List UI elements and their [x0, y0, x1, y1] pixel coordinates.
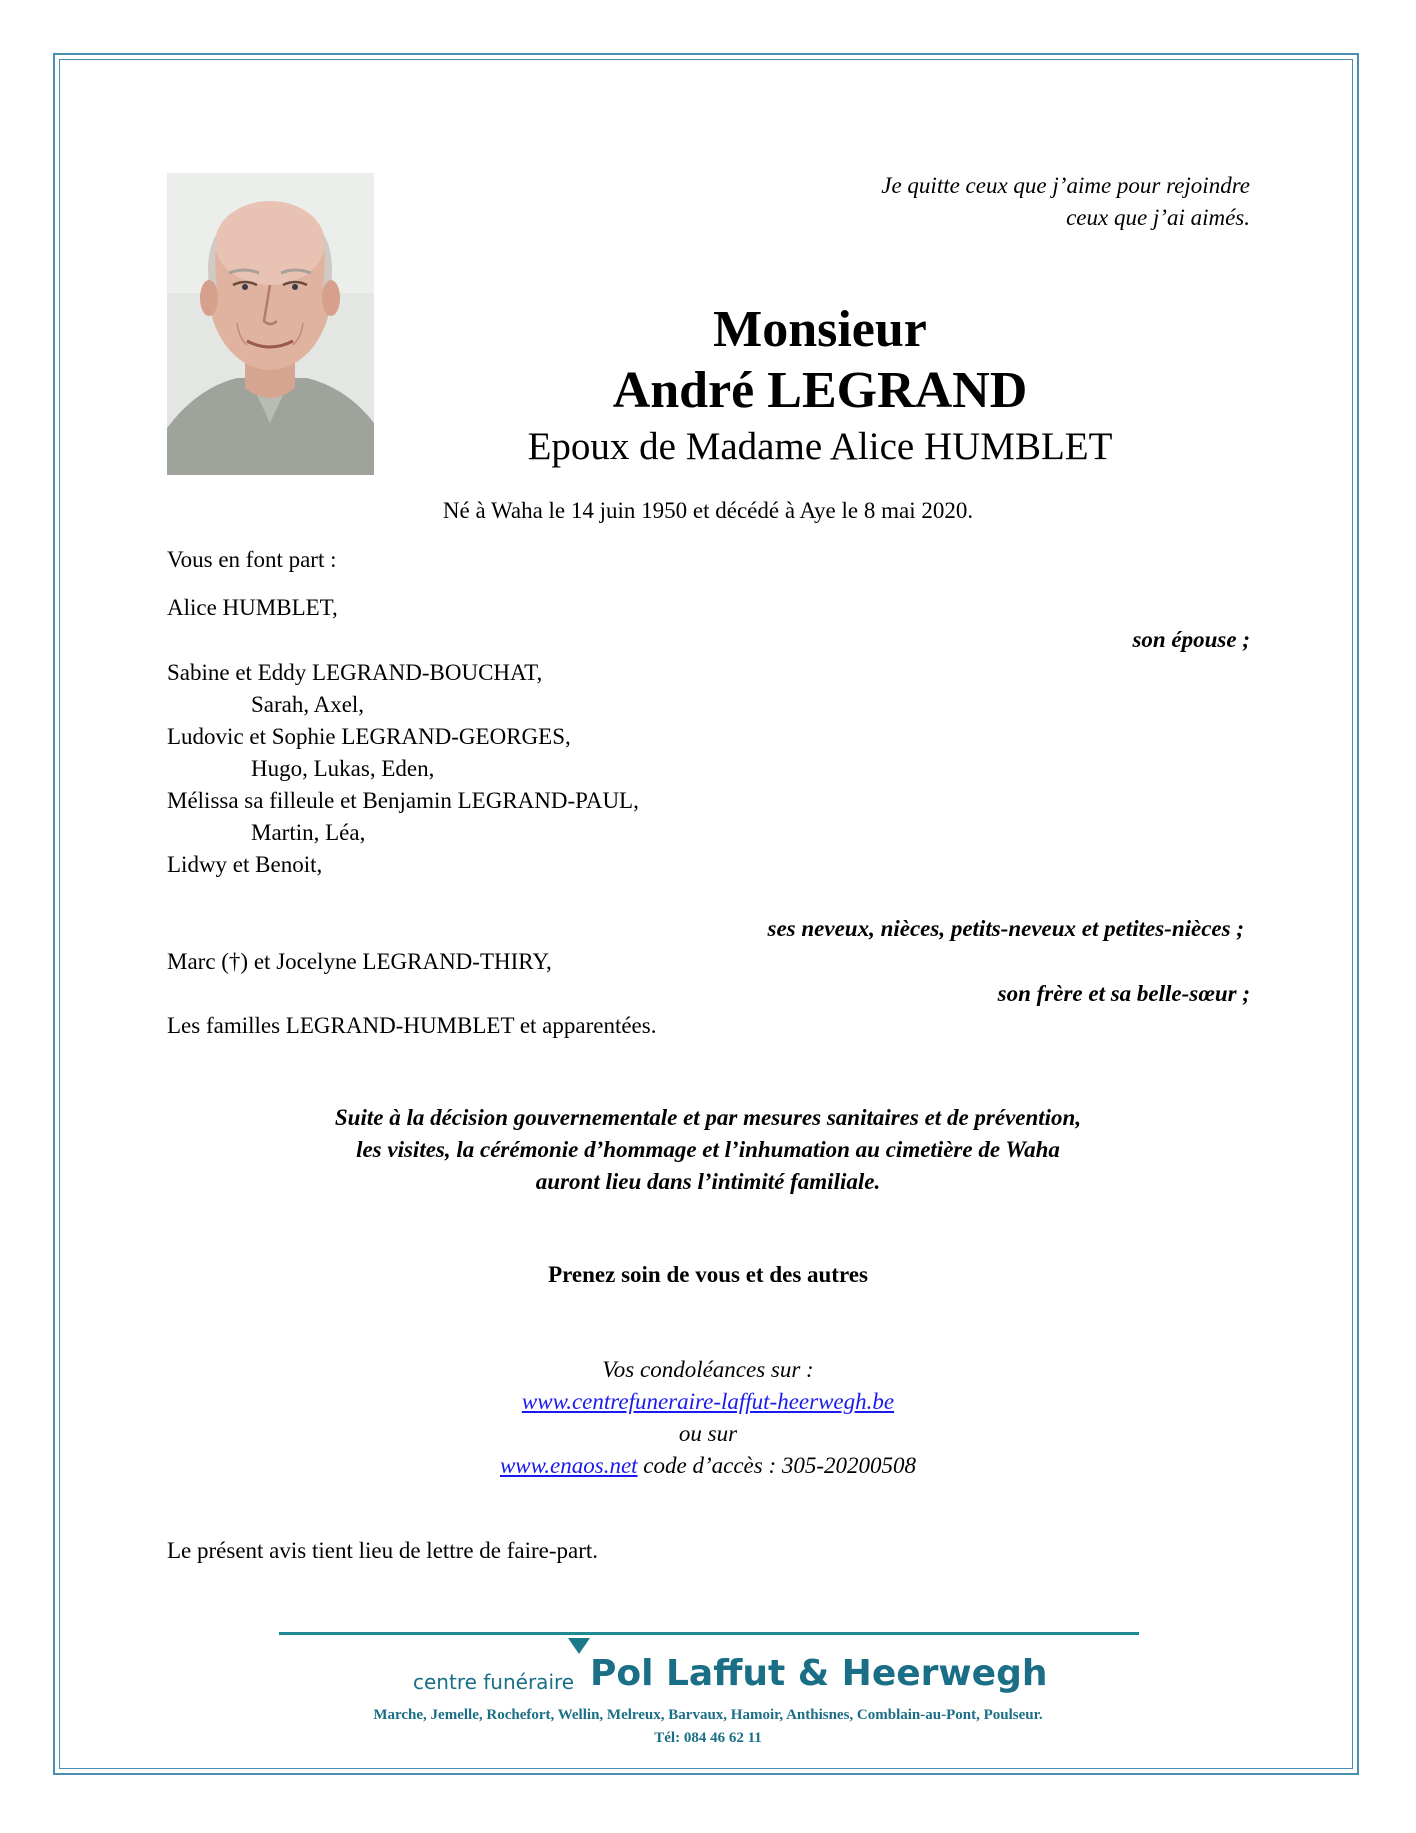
condolences-block [0, 1354, 1416, 1482]
condolences-intro: Vos condoléances sur : [602, 1357, 814, 1382]
footer-towns: Marche, Jemelle, Rochefort, Wellin, Melreux, Barvaux, Hamoir, Anthisnes, Comblain-au-Pont, Poulseur. [373, 1707, 1043, 1723]
family-member: Sarah, Axel, [251, 692, 365, 717]
spouse-line: Epoux de Madame Alice HUMBLET [527, 425, 1113, 468]
deceased-name: André LEGRAND [612, 362, 1028, 419]
brother-name: Marc (†) et Jocelyne LEGRAND-THIRY, [167, 949, 552, 974]
family-member: Sabine et Eddy LEGRAND-BOUCHAT, [167, 660, 543, 685]
families-line: Les familles LEGRAND-HUMBLET et apparentées. [167, 1013, 657, 1038]
nephews-role: ses neveux, nièces, petits-neveux et petites-nièces ; [767, 916, 1244, 941]
condolences-link-funeral-center[interactable]: www.centrefuneraire-laffut-heerwegh.be [521, 1389, 895, 1414]
epitaph-quote [881, 170, 1250, 234]
family-member: Martin, Léa, [251, 820, 366, 845]
family-member: Lidwy et Benoit, [167, 852, 323, 877]
spouse-role: son épouse ; [1132, 627, 1250, 652]
family-intro: Vous en font part : [167, 547, 337, 572]
brother-role: son frère et sa belle-sœur ; [997, 981, 1250, 1006]
footer-triangle-icon [568, 1638, 590, 1654]
care-message: Prenez soin de vous et des autres [548, 1262, 868, 1287]
family-member: Ludovic et Sophie LEGRAND-GEORGES, [167, 724, 571, 749]
logo-brand-name: Pol Laffut & Heerwegh [590, 1653, 1048, 1694]
epitaph-line-2: ceux que j’ai aimés. [1066, 205, 1250, 230]
family-member: Hugo, Lukas, Eden, [251, 756, 435, 781]
epitaph-line-1: Je quitte ceux que j’aime pour rejoindre [881, 173, 1250, 198]
notice-line-3: auront lieu dans l’intimité familiale. [535, 1169, 881, 1194]
notice-line-2: les visites, la cérémonie d’hommage et l’inhumation au cimetière de Waha [356, 1137, 1060, 1162]
condolences-link-enaos[interactable]: www.enaos.net [499, 1453, 638, 1478]
sanitary-notice [0, 1102, 1416, 1198]
honorific-title: Monsieur [713, 301, 927, 358]
logo-small-text: centre funéraire [413, 1670, 575, 1694]
notice-line-1: Suite à la décision gouvernementale et par mesures sanitaires et de prévention, [334, 1105, 1082, 1130]
closing-note: Le présent avis tient lieu de lettre de faire-part. [167, 1538, 599, 1563]
portrait-photo [167, 173, 374, 475]
spouse-name: Alice HUMBLET, [167, 595, 338, 620]
access-code: code d’accès : 305-20200508 [637, 1453, 917, 1478]
condolences-or: ou sur [678, 1421, 738, 1446]
family-member: Mélissa sa filleule et Benjamin LEGRAND-PAUL, [167, 788, 639, 813]
birth-death-line: Né à Waha le 14 juin 1950 et décédé à Aye le 8 mai 2020. [442, 498, 974, 523]
footer-phone: Tél: 084 46 62 11 [654, 1730, 762, 1746]
footer-rule [279, 1632, 1139, 1635]
